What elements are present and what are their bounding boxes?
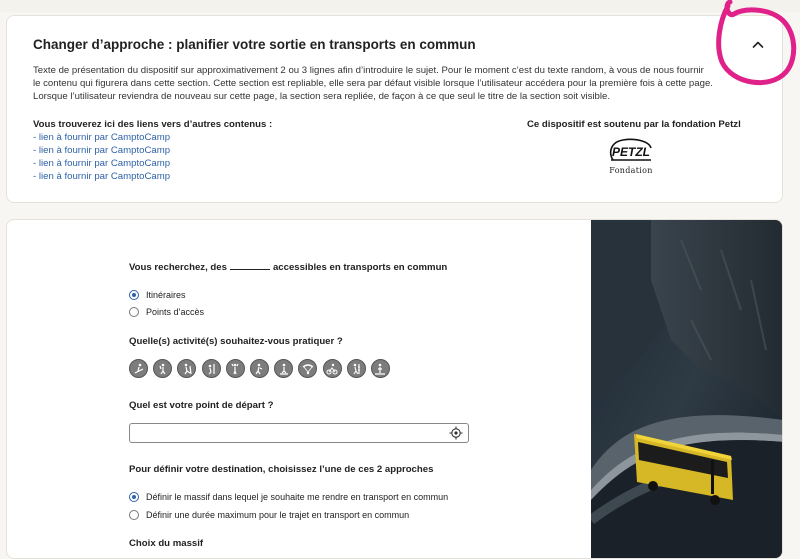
activity-selector <box>129 359 395 378</box>
intro-title: Changer d’approche : planifier votre sortie en transports en commun <box>33 37 476 52</box>
crosshair-icon <box>449 426 463 440</box>
logo-subtitle: Fondation <box>609 166 653 175</box>
intro-description <box>33 64 758 103</box>
massif-choice-heading: Choix du massif <box>129 538 204 549</box>
mountain-climbing-icon <box>181 363 193 375</box>
skitouring-icon <box>133 363 145 375</box>
logo-wordmark: PETZL <box>612 145 650 159</box>
radio-label: Définir le massif dans lequel je souhaite me rendre en transport en commun <box>146 492 449 502</box>
radio-button[interactable] <box>129 307 139 317</box>
radio-label: Définir une durée maximum pour le trajet en transport en commun <box>146 510 410 520</box>
destination-question: Pour définir votre destination, choisissez l’une de ces 2 approches <box>129 464 434 475</box>
via-ferrata-icon <box>350 363 362 375</box>
radio-itineraires[interactable] <box>129 290 186 300</box>
external-link[interactable]: - lien à fournir par CamptoCamp <box>33 145 171 156</box>
blank-line <box>230 269 270 270</box>
bus-mountain-photo <box>591 220 783 559</box>
activities-question: Quelle(s) activité(s) souhaitez-vous pratiquer ? <box>129 336 343 347</box>
external-link[interactable]: - lien à fournir par CamptoCamp <box>33 158 171 169</box>
bus-mountain-illustration <box>591 220 783 559</box>
support-text: Ce dispositif est soutenu par la fondation Petzl <box>527 119 741 130</box>
activity-mountain-climbing[interactable] <box>177 359 196 378</box>
radio-points-acces[interactable] <box>129 307 204 317</box>
search-type-prefix: Vous recherchez, des <box>129 262 227 273</box>
intro-description-line: le contenu qui figurera dans cette section. Cette section est repliable, elle sera par défaut visible lorsque l’utilisateur accédera pour la première fois à cette page. <box>33 78 713 89</box>
start-point-field <box>129 423 469 443</box>
radio-button[interactable] <box>129 510 139 520</box>
start-point-input[interactable] <box>130 425 452 443</box>
slacklining-icon <box>374 363 386 375</box>
radio-label: Itinéraires <box>146 290 186 300</box>
activity-via-ferrata[interactable] <box>347 359 366 378</box>
activity-paragliding[interactable] <box>298 359 317 378</box>
activity-ice-climbing[interactable] <box>226 359 245 378</box>
collapse-button[interactable] <box>747 34 769 56</box>
search-form-card <box>6 219 783 559</box>
radio-button[interactable] <box>129 290 139 300</box>
radio-define-duration[interactable] <box>129 510 409 520</box>
rock-climbing-icon <box>205 363 217 375</box>
radio-define-massif[interactable] <box>129 492 448 502</box>
activity-snow-ice-mixed[interactable] <box>153 359 172 378</box>
external-link[interactable]: - lien à fournir par CamptoCamp <box>33 171 171 182</box>
radio-button[interactable] <box>129 492 139 502</box>
locate-button[interactable] <box>449 426 463 440</box>
external-link[interactable]: - lien à fournir par CamptoCamp <box>33 132 171 143</box>
activity-skitouring[interactable] <box>129 359 148 378</box>
activity-snowshoeing[interactable] <box>274 359 293 378</box>
start-point-question: Quel est votre point de départ ? <box>129 400 274 411</box>
activity-hiking[interactable] <box>250 359 269 378</box>
chevron-up-icon <box>747 34 769 56</box>
mountain-biking-icon <box>326 363 338 375</box>
intro-section <box>6 15 783 203</box>
paragliding-icon <box>302 363 314 375</box>
activity-mountain-biking[interactable] <box>323 359 342 378</box>
search-type-question <box>129 262 447 273</box>
snow-ice-mixed-icon <box>157 363 169 375</box>
ice-climbing-icon <box>229 363 241 375</box>
top-strip <box>0 0 800 12</box>
links-heading: Vous trouverez ici des liens vers d’autres contenus : <box>33 119 273 130</box>
activity-slacklining[interactable] <box>371 359 390 378</box>
snowshoeing-icon <box>278 363 290 375</box>
hiking-icon <box>253 363 265 375</box>
intro-description-line: Texte de présentation du dispositif sur approximativement 2 ou 3 lignes afin d’introduire le sujet. Pour le moment c’est du texte random, à vous de nous fournir <box>33 65 704 76</box>
radio-label: Points d’accès <box>146 307 205 317</box>
petzl-foundation-logo <box>605 136 657 180</box>
intro-description-line: Lorsque l’utilisateur reviendra de nouveau sur cette page, la section sera repliée, de façon à ce que seul le titre de la section soit visible. <box>33 91 611 102</box>
search-type-suffix: accessibles en transports en commun <box>272 262 448 273</box>
activity-rock-climbing[interactable] <box>202 359 221 378</box>
